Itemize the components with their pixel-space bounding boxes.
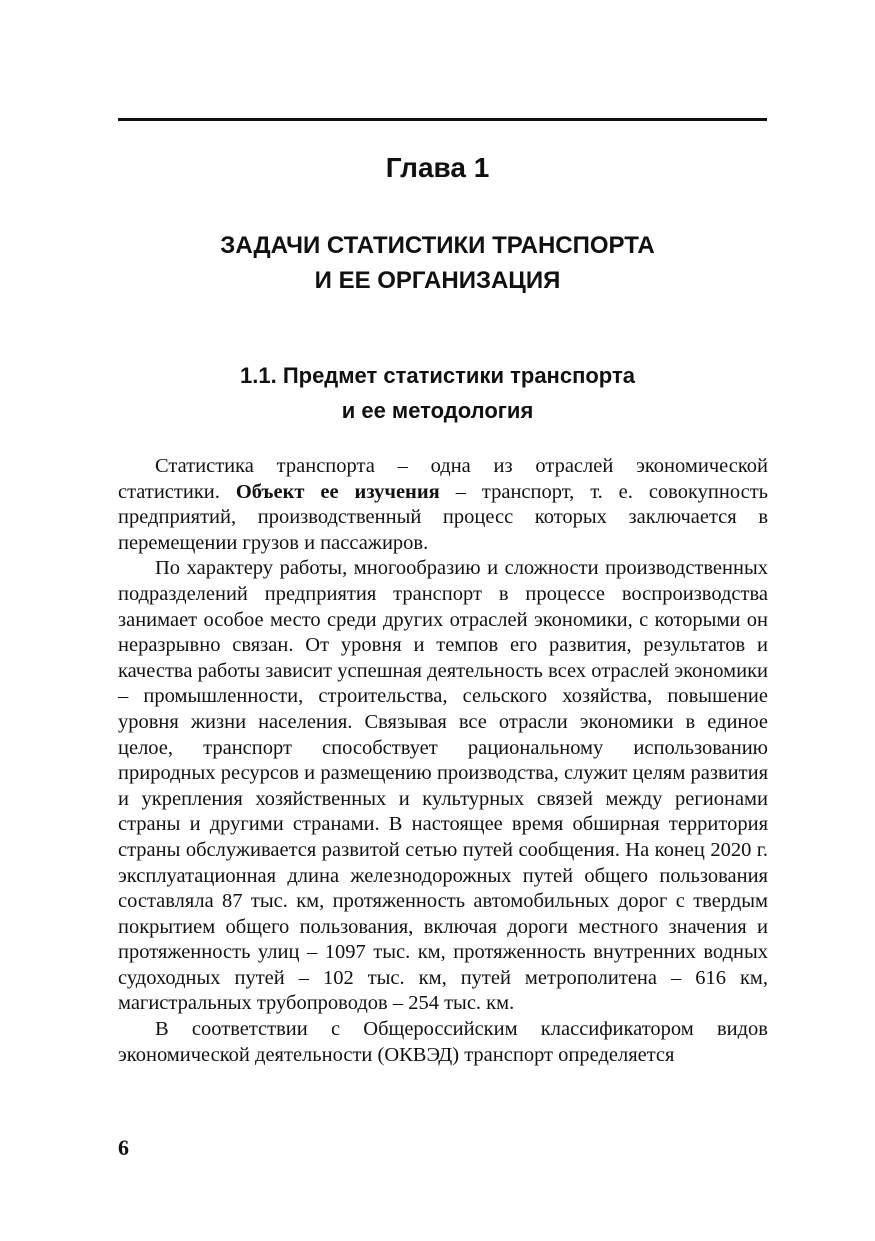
paragraph-2: По характеру работы, многообразию и сложности производственных подразделений предприятия транспорт в процессе воспроизводства занимает особое место среди других отраслей экономики, с которыми он неразрывно связан. От уровня и темпов его развития, результатов и качества работы зависит успешная деятельность всех отраслей экономики – промышленности, строительства, сельского хозяйства, повышение уровня жизни населения. Связывая все отрасли экономики в единое целое, транспорт способствует рациональному использованию природных ресурсов и размещению производства, служит целям развития и укрепления хозяйственных и культурных связей между регионами страны и другими странами. В настоящее время обширная территория страны обслуживается развитой сетью путей сообщения. На конец 2020 г. эксплуатационная длина железнодорожных путей общего пользования составляла 87 тыс. км, протяженность автомобильных дорог с твердым покрытием общего пользования, включая дороги местного значения и протяженность улиц – 1097 тыс. км, протяженность внутренних водных судоходных путей – 102 тыс. км, путей метрополитена – 616 км, магистральных трубопроводов – 254 тыс. км. [118,557,768,1015]
chapter-title [0,228,875,298]
paragraph-1-end: – транспорт, т. е. совокупность предприятий, производственный процесс которых заключается в перемещении грузов и пассажиров. [118,480,768,554]
paragraph-1 [118,454,768,556]
body-text [118,454,768,1068]
header-rule [118,118,767,121]
paragraph-3: В соответствии с Общероссийским классификатором видов экономической деятельности (ОКВЭД) транспорт определяется [118,1018,768,1066]
chapter-title-line-2: И ЕЕ ОРГАНИЗАЦИЯ [314,267,561,294]
paragraph-1-start: Статистика транспорта – одна из отраслей экономической статистики. [118,455,768,503]
section-heading-line-2: и ее методология [341,398,534,423]
page-number: 6 [118,1135,129,1160]
chapter-title-line-1: ЗАДАЧИ СТАТИСТИКИ ТРАНСПОРТА [220,232,655,259]
paragraph-1-bold-term: Объект ее изучения [235,480,440,503]
section-heading [0,358,875,428]
chapter-heading: Глава 1 [385,152,490,183]
section-heading-line-1: 1.1. Предмет статистики транспорта [240,363,635,388]
